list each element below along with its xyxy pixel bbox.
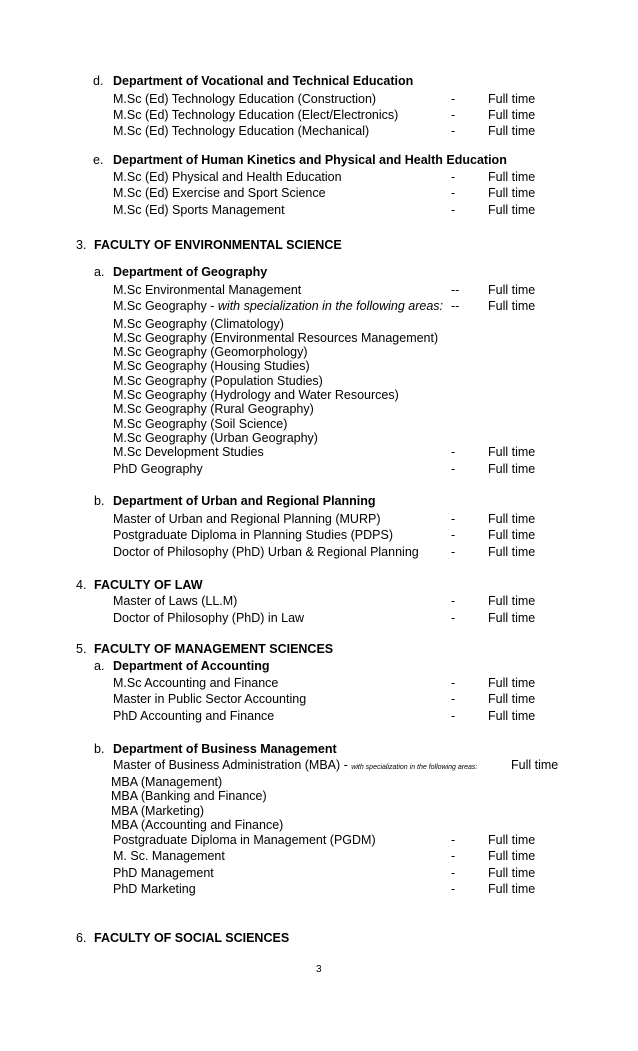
program-name: M.Sc (Ed) Technology Education (Elect/Electronics) (113, 108, 399, 122)
program-sep: - (451, 108, 456, 122)
program-name: M.Sc (Ed) Technology Education (Mechanical) (113, 124, 370, 138)
program-mode: Full time (488, 170, 536, 184)
program-name: M.Sc (Ed) Technology Education (Construction) (113, 92, 377, 106)
program-sep: - (451, 611, 456, 625)
program-sep: - (451, 203, 456, 217)
page-number: 3 (316, 964, 322, 975)
program-name-text: Master of Business Administration (MBA) - (113, 758, 352, 772)
program-name: PhD Management (113, 866, 214, 880)
program-mode: Full time (488, 849, 536, 863)
faculty-heading: FACULTY OF ENVIRONMENTAL SCIENCE (94, 238, 342, 252)
department-heading: Department of Vocational and Technical Education (113, 74, 414, 88)
program-name (113, 299, 443, 314)
specialization-item: M.Sc Geography (Climatology) (113, 317, 284, 331)
department-heading: Department of Accounting (113, 659, 270, 673)
program-sep: - (451, 124, 456, 138)
program-sep: - (451, 528, 456, 542)
program-sep: - (451, 833, 456, 847)
specialization-note: with specialization in the following areas: (217, 299, 444, 313)
specialization-item: M.Sc Geography (Environmental Resources Management) (113, 331, 439, 345)
program-mode: Full time (488, 882, 536, 896)
program-name: Master of Urban and Regional Planning (MURP) (113, 512, 381, 526)
program-mode: Full time (488, 611, 536, 625)
program-mode: Full time (488, 203, 536, 217)
section-label: b. (94, 494, 105, 508)
program-mode: Full time (488, 545, 536, 559)
program-mode: Full time (488, 92, 536, 106)
program-sep: - (451, 545, 456, 559)
specialization-item: MBA (Marketing) (111, 804, 205, 818)
program-mode: Full time (488, 528, 536, 542)
program-sep: - (451, 594, 456, 608)
section-label: a. (94, 659, 105, 673)
section-label: d. (93, 74, 104, 88)
program-sep: - (451, 512, 456, 526)
program-sep: -- (451, 283, 460, 297)
faculty-heading: FACULTY OF MANAGEMENT SCIENCES (94, 642, 334, 656)
department-heading: Department of Human Kinetics and Physical and Health Education (113, 153, 507, 167)
program-mode: Full time (488, 512, 536, 526)
program-sep: - (451, 92, 456, 106)
department-heading: Department of Business Management (113, 742, 337, 756)
program-name: Master of Laws (LL.M) (113, 594, 238, 608)
program-name: M.Sc Development Studies (113, 445, 264, 459)
program-mode: Full time (488, 445, 536, 459)
specialization-item: M.Sc Geography (Urban Geography) (113, 431, 318, 445)
faculty-heading: FACULTY OF SOCIAL SCIENCES (94, 931, 290, 945)
program-name (113, 758, 477, 775)
specialization-item: MBA (Management) (111, 775, 223, 789)
specialization-item: M.Sc Geography (Hydrology and Water Resources) (113, 388, 399, 402)
program-name: Doctor of Philosophy (PhD) in Law (113, 611, 305, 625)
program-name: M.Sc Environmental Management (113, 283, 302, 297)
program-mode: Full time (511, 758, 559, 772)
specialization-note: with specialization in the following areas: (351, 764, 478, 771)
specialization-item: MBA (Accounting and Finance) (111, 818, 284, 832)
program-name: Master in Public Sector Accounting (113, 692, 307, 706)
program-name: M. Sc. Management (113, 849, 225, 863)
specialization-item: M.Sc Geography (Rural Geography) (113, 402, 314, 416)
program-mode: Full time (488, 124, 536, 138)
specialization-item: M.Sc Geography (Geomorphology) (113, 345, 308, 359)
program-name: M.Sc (Ed) Physical and Health Education (113, 170, 342, 184)
faculty-heading: FACULTY OF LAW (94, 578, 203, 592)
program-name: Postgraduate Diploma in Management (PGDM) (113, 833, 376, 847)
program-name: Postgraduate Diploma in Planning Studies (PDPS) (113, 528, 394, 542)
program-sep: - (451, 692, 456, 706)
faculty-number: 5. (76, 642, 87, 656)
program-mode: Full time (488, 866, 536, 880)
program-mode: Full time (488, 299, 536, 313)
program-mode: Full time (488, 692, 536, 706)
program-mode: Full time (488, 283, 536, 297)
program-mode: Full time (488, 108, 536, 122)
specialization-item: MBA (Banking and Finance) (111, 789, 267, 803)
program-mode: Full time (488, 676, 536, 690)
program-name: Doctor of Philosophy (PhD) Urban & Regional Planning (113, 545, 419, 559)
program-name: M.Sc Accounting and Finance (113, 676, 279, 690)
program-sep: - (451, 849, 456, 863)
program-mode: Full time (488, 594, 536, 608)
program-sep: - (451, 676, 456, 690)
program-mode: Full time (488, 833, 536, 847)
program-name: PhD Geography (113, 462, 203, 476)
program-sep: - (451, 882, 456, 896)
program-sep: - (451, 462, 456, 476)
department-heading: Department of Geography (113, 265, 268, 279)
program-mode: Full time (488, 186, 536, 200)
program-mode: Full time (488, 462, 536, 476)
program-name: M.Sc (Ed) Exercise and Sport Science (113, 186, 326, 200)
program-sep: -- (451, 299, 460, 313)
program-name: M.Sc (Ed) Sports Management (113, 203, 285, 217)
department-heading: Department of Urban and Regional Planning (113, 494, 376, 508)
program-sep: - (451, 186, 456, 200)
section-label: b. (94, 742, 105, 756)
program-name: PhD Accounting and Finance (113, 709, 275, 723)
faculty-number: 4. (76, 578, 87, 592)
specialization-item: M.Sc Geography (Population Studies) (113, 374, 323, 388)
program-sep: - (451, 709, 456, 723)
program-sep: - (451, 170, 456, 184)
program-name-text: M.Sc Geography - (113, 299, 218, 313)
program-sep: - (451, 866, 456, 880)
program-name: PhD Marketing (113, 882, 196, 896)
section-label: e. (93, 153, 104, 167)
program-sep: - (451, 445, 456, 459)
program-mode: Full time (488, 709, 536, 723)
section-label: a. (94, 265, 105, 279)
specialization-item: M.Sc Geography (Housing Studies) (113, 359, 310, 373)
specialization-item: M.Sc Geography (Soil Science) (113, 417, 288, 431)
faculty-number: 6. (76, 931, 87, 945)
faculty-number: 3. (76, 238, 87, 252)
